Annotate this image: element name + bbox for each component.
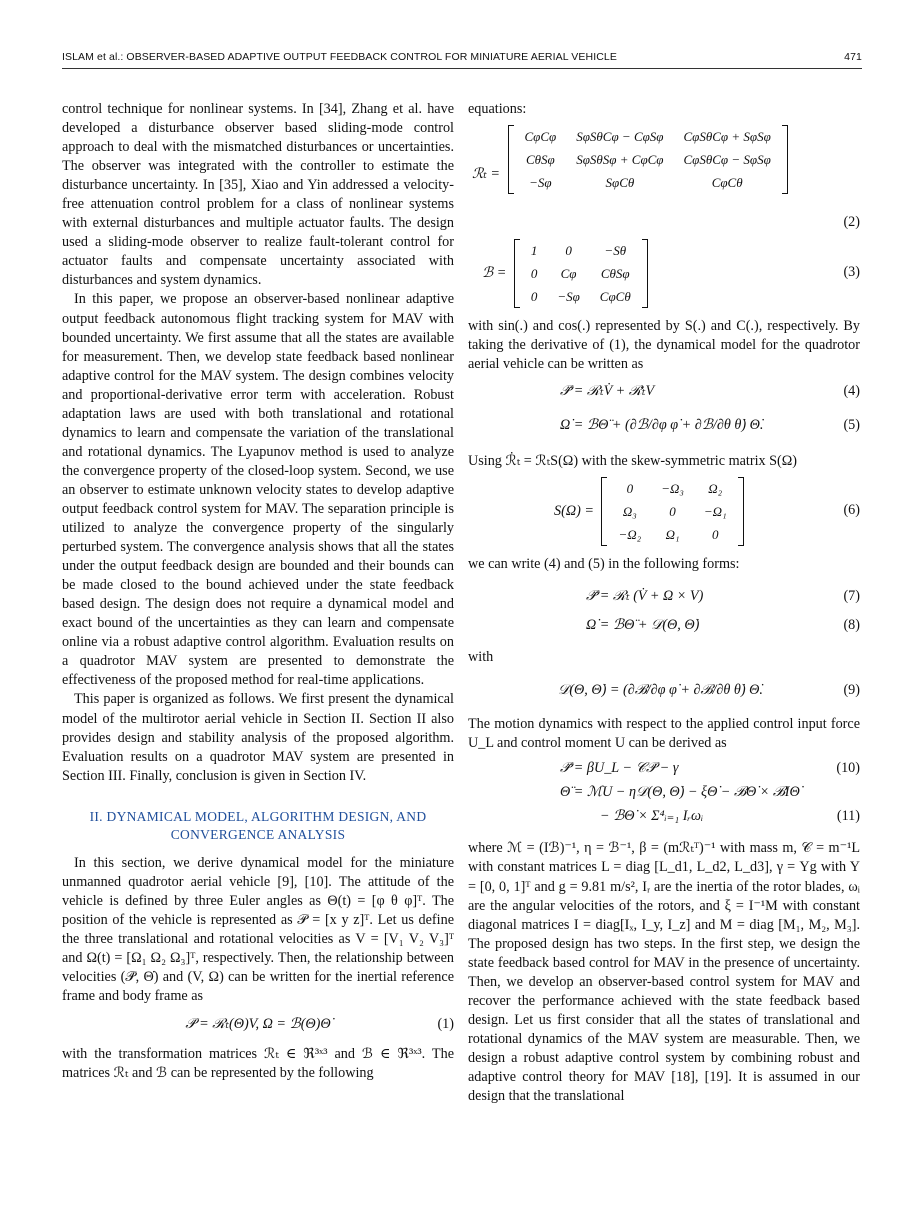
equation-number: (10)	[836, 760, 860, 777]
equation-2-number-row	[468, 213, 860, 235]
equation-9	[468, 673, 860, 707]
matrix-cell: CφCθ	[711, 175, 743, 191]
matrix-cell: −Ω₁	[703, 504, 727, 520]
matrix-cell: Ω₁	[665, 527, 680, 543]
matrix-cell: SφSθSφ + CφCφ	[576, 152, 664, 168]
equation-3	[482, 239, 860, 309]
paragraph: we can write (4) and (5) in the following forms:	[468, 556, 740, 573]
equation-body: Ω̇ = ℬΘ̈ + (∂ℬ/∂φ φ̇ + ∂ℬ/∂θ θ̇) Θ̇.	[560, 417, 764, 434]
equation-number: (9)	[843, 682, 860, 699]
matrix-cell: Ω₃	[622, 504, 637, 520]
matrix-cell: 0	[711, 527, 719, 543]
running-header	[62, 51, 862, 65]
rotation-matrix	[508, 125, 788, 194]
equation-4	[468, 382, 860, 402]
equation-6	[554, 477, 860, 547]
matrix-cell: 0	[530, 289, 538, 305]
matrix-cell: SφSθCφ − CφSφ	[576, 129, 664, 145]
equation-number: (11)	[836, 808, 860, 825]
matrix-cell: CφCφ	[524, 129, 557, 145]
matrix-cell: CφCθ	[599, 289, 631, 305]
equation-lhs: S(Ω) =	[554, 503, 594, 520]
paragraph: control technique for nonlinear systems. In [34], Zhang et al. have developed a disturbance observer based sliding-mode control approach to deal with the mismatched disturbances or uncertainties. The observer was integrated with the controller to estimate the disturbance uncertainty. In [35], Xiao and Yin addressed a velocity-free attenuation control problem for a class of nonlinear systems with external disturbances and multiple actuator faults. The design used a sliding-mode observer to realize fault-tolerant control for actuator faults and compensate uncertainty associated with disturbances and system dynamics.	[62, 101, 454, 289]
transform-matrix	[514, 239, 648, 308]
equation-8	[468, 616, 860, 638]
matrix-cell: CφSθCφ + SφSφ	[683, 129, 771, 145]
matrix-cell: Ω₂	[708, 481, 723, 497]
matrix-cell: 0	[626, 481, 634, 497]
page-number: 471	[844, 51, 862, 63]
equation-number: (4)	[843, 383, 860, 400]
equation-number: (5)	[843, 417, 860, 434]
equation-body: 𝒫̇ = ℛₜ(Θ)V, Ω = ℬ(Θ)Θ̇	[185, 1016, 331, 1033]
matrix-cell: 0	[565, 243, 572, 259]
paragraph: with sin(.) and cos(.) represented by S(.) and C(.), respectively. By taking the derivative of (1), the dynamical model for the quadrotor aerial vehicle can be written as	[468, 318, 860, 373]
paragraph: In this paper, we propose an observer-based nonlinear adaptive output feedback autonomous flight tracking system for MAV with bounded uncertainty. We first assume that all the states are available for measurement. Then, we develop state feedback based nonlinear adaptive control for the MAV system. The design combines velocity and proportional-derivative error term with acceleration. Robust adaptation laws are used with both translational and rotational dynamics to learn and compensate the variation of the translational and rotational dynamics. The Lyapunov method is used to analyze the convergence property of the closed-loop system. Second, we use an observer to estimate unknown velocity states to develop adaptive output feedback control system for MAV. The separation principle is utilized to analyze the convergence property of the singularly perturbed system. The convergence analysis shows that all the states under the output feedback design are bounded and their bounds can be made closed to the bound achieved under the state feedback based design. The design does not require a dynamical model and exact bound of the uncertainties as they can learn and compensate online via a robust adaptive control algorithm. Evaluation results on a quadrotor MAV system are presented to demonstrate the effectiveness of the proposed method for real-time applications.	[62, 291, 454, 689]
equation-number: (1)	[437, 1016, 454, 1033]
paragraph: with	[468, 649, 494, 666]
equation-11	[468, 783, 860, 805]
matrix-cell: 0	[530, 266, 538, 282]
matrix-cell: −Sθ	[604, 243, 627, 259]
paragraph: where ℳ = (Iℬ)⁻¹, η = ℬ⁻¹, β = (mℛₜᵀ)⁻¹ with mass m, 𝒞 = m⁻¹L with constant matrices L = diag [L_d1, L_d2, L_d3], γ = Yg with Y = [0, 0, 1]ᵀ and g = 9.81 m/s², Iᵣ are the inertia of the rotor blades, ωᵢ are the angular velocities of the rotors, and ξ = I⁻¹M with constant diagonal matrices I = diag[Iₓ, I_y, I_z] and M = diag [M₁, M₂, M₃]. The proposed design has two steps. In the first step, we design the state feedback based control for MAV in the presence of uncertainty. Then, we develop an observer-based control system for MAV and recover the performance achieved with the state feedback based design. Let us first consider that all the states of translational and rotational dynamics of the MAV system are measurable. Then, we design a robust adaptive control system by combining robust and adaptive control theory for MAV [18], [19]. It is assumed in our design that the translational	[468, 840, 860, 1105]
matrix-cell: −Ω₂	[618, 527, 642, 543]
matrix-cell: 0	[669, 504, 676, 520]
paragraph: This paper is organized as follows. We first present the dynamical model of the multirotor aerial vehicle in Section II. Section II also provides design and stability analysis of the proposed algorithm. Evaluation results on a quadrotor MAV system are presented in Section III. Finally, conclusion is given in Section IV.	[62, 691, 454, 784]
equation-10	[468, 759, 860, 781]
section-heading-line: II. DYNAMICAL MODEL, ALGORITHM DESIGN, AND	[89, 808, 427, 824]
matrix-cell: CθSφ	[525, 152, 555, 168]
paragraph: Using ℛ̇ₜ = ℛₜS(Ω) with the skew-symmetric matrix S(Ω)	[468, 453, 798, 470]
right-column	[468, 100, 860, 1106]
equation-number: (7)	[843, 588, 860, 605]
matrix-cell: Cφ	[560, 266, 577, 282]
paragraph: equations:	[468, 101, 527, 117]
equation-body: 𝒫̈ = βU_L − 𝒞𝒫̇ − γ	[560, 760, 679, 777]
matrix-cell: CθSφ	[600, 266, 630, 282]
paragraph: The motion dynamics with respect to the applied control input force U_L and control moment U can be derived as	[468, 716, 860, 752]
skew-matrix	[601, 477, 743, 546]
matrix-cell: −Ω₃	[661, 481, 684, 497]
paragraph: In this section, we derive dynamical model for the miniature unmanned quadrotor aerial vehicle [9], [10]. The attitude of the vehicle is defined by three Euler angles as Θ(t) = [φ θ φ]ᵀ. The position of the vehicle is represented as 𝒫 = [x y z]ᵀ. Let us define the three translational and rotational velocities as V = [V₁ V₂ V₃]ᵀ and Ω(t) = [Ω₁ Ω₂ Ω₃]ᵀ, respectively. Then, the relationship between velocities (𝒫̇, Θ̇) and (V, Ω) can be written for the inertial reference frame and body frame as	[62, 854, 454, 1005]
equation-number: (3)	[843, 264, 860, 281]
equation-number: (6)	[843, 502, 860, 519]
paragraph: with the transformation matrices ℛₜ ∈ ℜ³ˣ³ and ℬ ∈ ℜ³ˣ³. The matrices ℛₜ and ℬ can be represented by the following	[62, 1046, 454, 1082]
equation-body: Ω̇ = ℬΘ̈ + 𝒟(Θ, Θ̇)	[586, 617, 700, 634]
running-title: ISLAM et al.: OBSERVER-BASED ADAPTIVE OUTPUT FEEDBACK CONTROL FOR MINIATURE AERIAL VEHICLE	[62, 51, 617, 63]
left-column	[62, 100, 454, 1083]
section-heading	[62, 808, 454, 844]
equation-5	[468, 408, 860, 442]
matrix-cell: −Sφ	[557, 289, 580, 305]
equation-lhs: ℛₜ =	[472, 166, 500, 183]
matrix-cell: CφSθCφ − SφSφ	[683, 152, 771, 168]
equation-number: (2)	[843, 214, 860, 231]
equation-11-continued	[468, 807, 860, 829]
equation-7	[468, 584, 860, 608]
equation-1	[62, 1015, 454, 1034]
header-rule	[62, 68, 862, 69]
equation-body: 𝒫̈ = ℛₜV̇ + ℛ̇ₜV	[560, 383, 655, 400]
matrix-cell: 1	[530, 243, 538, 259]
equation-body: 𝒟(Θ, Θ̇) = (∂ℬ/∂φ φ̇ + ∂ℬ/∂θ θ̇) Θ̇.	[558, 682, 763, 699]
matrix-cell: −Sφ	[529, 175, 552, 191]
equation-body: 𝒫̈ = ℛₜ (V̇ + Ω × V)	[586, 588, 704, 605]
equation-2	[472, 125, 860, 213]
equation-body: Θ̈ = ℳU − η𝒟(Θ, Θ̇) − ξΘ̇ − ℬΘ̇ × ℬIΘ̇	[560, 784, 800, 801]
matrix-cell: SφCθ	[605, 175, 635, 191]
equation-lhs: ℬ =	[482, 265, 507, 282]
equation-body: − ℬΘ̇ × Σ⁴ᵢ₌₁ Iᵣωᵢ	[600, 808, 704, 825]
section-heading-line: CONVERGENCE ANALYSIS	[170, 826, 346, 842]
equation-number: (8)	[843, 617, 860, 634]
